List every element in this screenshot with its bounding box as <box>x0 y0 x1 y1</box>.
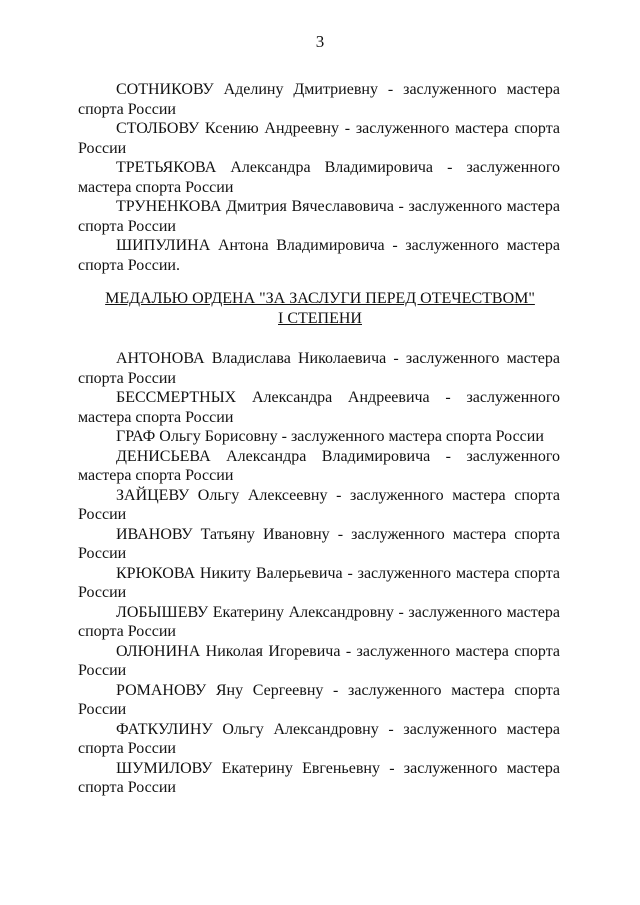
list-item: ТРУНЕНКОВА Дмитрия Вячеславовича - заслуженного мастера спорта России <box>78 198 560 235</box>
list-item: ШИПУЛИНА Антона Владимировича - заслуженного мастера спорта России. <box>78 237 560 274</box>
list-item: ДЕНИСЬЕВА Александра Владимировича - заслуженного мастера спорта России <box>78 447 560 484</box>
list-item: СОТНИКОВУ Аделину Дмитриевну - заслуженного мастера спорта России <box>78 81 560 118</box>
section-heading <box>60 289 580 329</box>
list-item: ОЛЮНИНА Николая Игоревича - заслуженного мастера спорта России <box>78 642 560 679</box>
list-item: КРЮКОВА Никиту Валерьевича - заслуженного мастера спорта России <box>78 564 560 601</box>
list-item: СТОЛБОВУ Ксению Андреевну - заслуженного мастера спорта России <box>78 120 560 157</box>
list-item: ЗАЙЦЕВУ Ольгу Алексеевну - заслуженного мастера спорта России <box>78 486 560 523</box>
award-list-section-b <box>78 349 560 798</box>
list-item: АНТОНОВА Владислава Николаевича - заслуженного мастера спорта России <box>78 350 560 387</box>
list-item: ИВАНОВУ Татьяну Ивановну - заслуженного мастера спорта России <box>78 525 560 562</box>
section-heading-line-1: МЕДАЛЬЮ ОРДЕНА "ЗА ЗАСЛУГИ ПЕРЕД ОТЕЧЕСТВОМ" <box>105 290 535 307</box>
list-item: ЛОБЫШЕВУ Екатерину Александровну - заслуженного мастера спорта России <box>78 603 560 640</box>
list-item: ГРАФ Ольгу Борисовну - заслуженного мастера спорта России <box>116 428 544 445</box>
list-item: ТРЕТЬЯКОВА Александра Владимировича - заслуженного мастера спорта России <box>78 159 560 196</box>
section-heading-line-2: I СТЕПЕНИ <box>278 310 362 327</box>
award-list-section-a <box>78 80 560 275</box>
list-item: ШУМИЛОВУ Екатерину Евгеньевну - заслуженного мастера спорта России <box>78 759 560 796</box>
list-item: ФАТКУЛИНУ Ольгу Александровну - заслуженного мастера спорта России <box>78 720 560 757</box>
page-number: 3 <box>315 32 325 51</box>
list-item: БЕССМЕРТНЫХ Александра Андреевича - заслуженного мастера спорта России <box>78 389 560 426</box>
list-item: РОМАНОВУ Яну Сергеевну - заслуженного мастера спорта России <box>78 681 560 718</box>
